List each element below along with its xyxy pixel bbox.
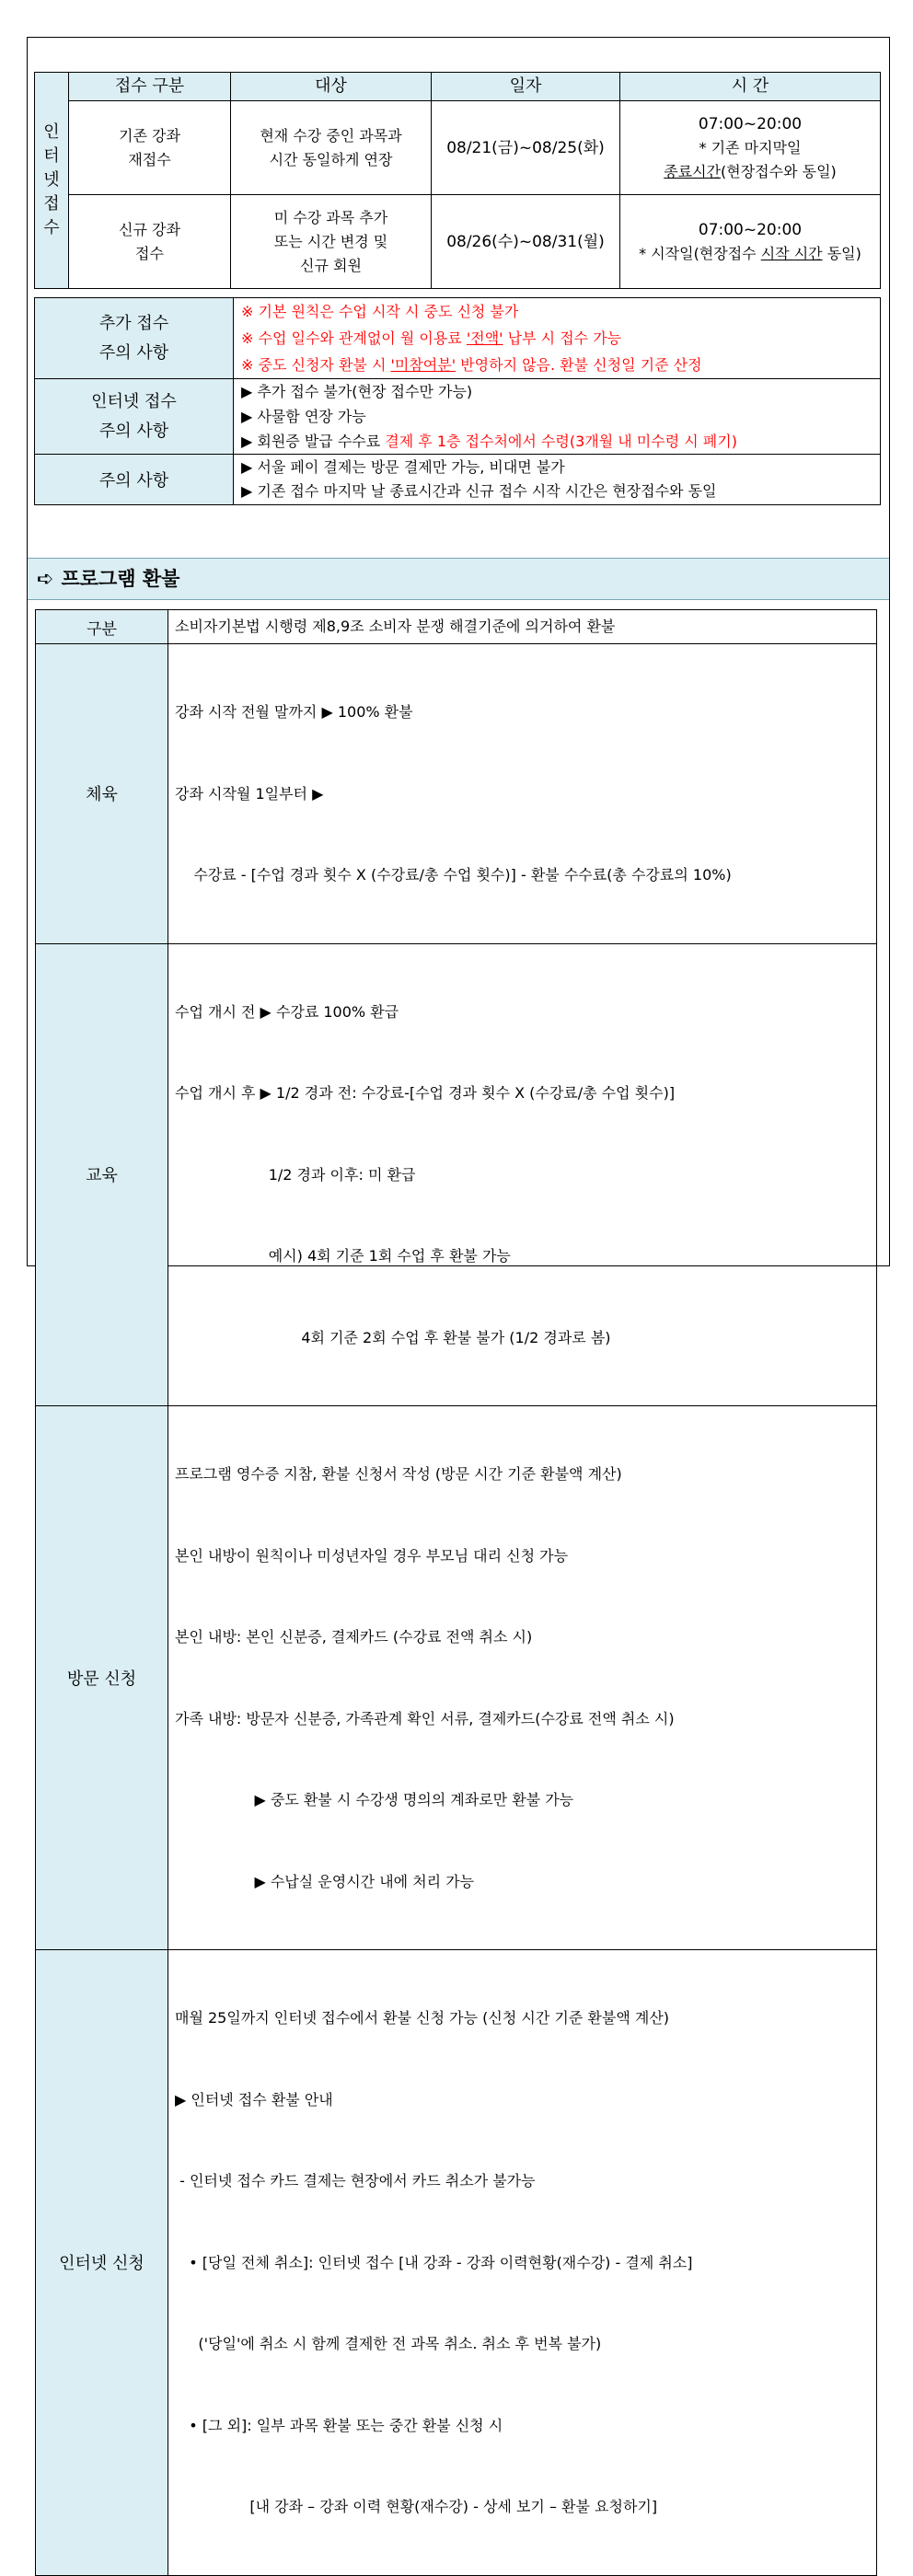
refund-line: 강좌 시작 전월 말까지 ▶ 100% 환불 [175,703,413,721]
refund-header-text: 소비자기본법 시행령 제8,9조 소비자 분쟁 해결기준에 의거하여 환불 [168,610,877,644]
refund-line: 1/2 경과 이후: 미 환급 [175,1165,416,1184]
internet-notes-content [234,379,881,455]
table-row [36,943,877,1406]
refund-label-visit: 방문 신청 [36,1406,168,1950]
time-note-b: 동일) [822,244,861,262]
row-time [620,195,881,289]
extra-notes-label [35,298,234,379]
label-line: 추가 접수 [98,313,169,333]
type-line: 기존 강좌 [119,126,180,144]
type-line: 재접수 [128,150,171,168]
note-line [241,429,880,454]
side-char: 터 [43,146,60,166]
refund-line: 4회 기준 2회 수업 후 환불 불가 (1/2 경과로 봄) [175,1328,611,1346]
refund-line: 수업 개시 후 ▶ 1/2 경과 전: 수강료-[수업 경과 횟수 X (수강료/총 수업 횟수)] [175,1084,676,1102]
refund-line: 수업 개시 전 ▶ 수강료 100% 환급 [175,1002,399,1021]
row-date: 08/26(수)~08/31(월) [432,195,620,289]
time-note-a: * 시작일(현장접수 [639,244,761,262]
warning-text: 결제 후 1층 접수처에서 수령(3개월 내 미수령 시 폐기) [385,433,737,450]
row-target [231,101,432,195]
time-range: 07:00~20:00 [698,114,803,133]
target-line: 시간 동일하게 연장 [269,150,393,168]
general-notes-content [234,455,881,505]
note-line: ▶ 서울 페이 결제는 방문 결제만 가능, 비대면 불가 [241,458,565,476]
header-type: 접수 구분 [69,73,231,101]
table-row [36,610,877,644]
type-line: 신규 강좌 [119,220,180,238]
section-title: 프로그램 환불 [61,568,180,590]
table-row [35,379,881,455]
note-line: ▶ 추가 접수 불가(현장 접수만 가능) [241,383,473,400]
section-heading [28,558,889,600]
note-text: ※ 수업 일수와 관계없이 월 이용료 [241,329,467,347]
refund-content-education [168,943,877,1406]
row-type [69,101,231,195]
refund-label-education: 교육 [36,943,168,1406]
refund-line: 가족 내방: 방문자 신분증, 가족관계 확인 서류, 결제카드(수강료 전액 취소 시) [175,1709,675,1727]
table-row [35,195,881,289]
internet-registration-side-label [35,73,69,289]
time-range: 07:00~20:00 [698,220,803,239]
note-line: ▶ 사물함 연장 가능 [241,408,366,425]
header-date: 일자 [432,73,620,101]
time-note: * 기존 마지막일 [699,138,802,156]
refund-line: • [그 외]: 일부 과목 환불 또는 중간 환불 신청 시 [175,2416,503,2434]
refund-content-internet [168,1950,877,2576]
refund-line: 예시) 4회 기준 1회 수업 후 환불 가능 [175,1247,511,1265]
notes-table [34,297,881,505]
refund-table [35,609,877,2576]
arrow-icon: ➪ [37,568,54,591]
target-line: 현재 수강 중인 과목과 [260,126,402,144]
note-line: ※ 기본 원칙은 수업 시작 시 중도 신청 불가 [241,303,519,320]
underlined-text: '미참여분' [390,356,456,374]
row-target [231,195,432,289]
refund-line: ('당일'에 취소 시 함께 결제한 전 과목 취소. 취소 후 번복 불가) [175,2335,602,2352]
refund-line: 프로그램 영수증 지참, 환불 신청서 작성 (방문 시간 기준 환불액 계산) [175,1465,622,1483]
refund-line: 매월 25일까지 인터넷 접수에서 환불 신청 가능 (신청 시간 기준 환불액 계산) [175,2009,670,2027]
refund-content-sports [168,644,877,944]
refund-line: 강좌 시작월 1일부터 ▶ [175,784,324,803]
refund-line: ▶ 인터넷 접수 환불 안내 [175,2090,333,2108]
row-time [620,101,881,195]
type-line: 접수 [135,244,164,262]
refund-label-sports: 체육 [36,644,168,944]
note-line: ▶ 기존 접수 마지막 날 종료시간과 신규 접수 시작 시간은 현장접수와 동일 [241,482,717,500]
internet-notes-label [35,379,234,455]
label-line: 주의 사항 [98,342,169,363]
refund-line: [내 강좌 – 강좌 이력 현황(재수강) - 상세 보기 – 환불 요청하기] [175,2498,658,2515]
refund-line: 본인 내방: 본인 신분증, 결제카드 (수강료 전액 취소 시) [175,1628,533,1646]
header-target: 대상 [231,73,432,101]
target-line: 또는 시간 변경 및 [273,232,388,250]
refund-line: - 인터넷 접수 카드 결제는 현장에서 카드 취소가 불가능 [175,2172,536,2189]
refund-header-label: 구분 [36,610,168,644]
underlined-text: '전액' [466,329,503,347]
time-note [620,242,880,266]
row-type [69,195,231,289]
side-char: 인 [43,122,60,142]
time-note [620,160,880,184]
note-line [241,352,880,378]
table-row [35,101,881,195]
extra-notes-content [234,298,881,379]
table-row [36,644,877,944]
side-char: 수 [43,218,60,237]
refund-line: 수강료 - [수업 경과 횟수 X (수강료/총 수업 횟수)] - 환불 수수료(총 수강료의 10%) [175,866,732,884]
refund-content-visit [168,1406,877,1950]
header-time: 시 간 [620,73,881,101]
table-row [35,455,881,505]
side-char: 접 [43,194,60,214]
refund-line: • [당일 전체 취소]: 인터넷 접수 [내 강좌 - 강좌 이력현황(재수강) - 결제 취소] [175,2253,693,2271]
refund-line: ▶ 중도 환불 시 수강생 명의의 계좌로만 환불 가능 [175,1791,574,1808]
target-line: 미 수강 과목 추가 [273,208,388,226]
note-text: 납부 시 접수 가능 [503,329,622,347]
refund-line: ▶ 수납실 운영시간 내에 처리 가능 [175,1872,475,1890]
table-row [36,1406,877,1950]
refund-label-internet: 인터넷 신청 [36,1950,168,2576]
time-note-rest: (현장접수와 동일) [721,162,837,180]
underlined-text: 종료시간 [664,162,722,180]
side-char: 넷 [43,170,60,190]
note-text: 반영하지 않음. 환불 신청일 기준 산정 [456,356,702,374]
internet-registration-table [34,72,881,289]
note-text: ※ 중도 신청자 환불 시 [241,356,391,374]
row-date: 08/21(금)~08/25(화) [432,101,620,195]
table-row [36,1950,877,2576]
table-row [35,298,881,379]
label-line: 주의 사항 [98,421,169,441]
label-line: 인터넷 접수 [91,391,177,411]
general-notes-label: 주의 사항 [35,455,234,505]
refund-line: 본인 내방이 원칙이나 미성년자일 경우 부모님 대리 신청 가능 [175,1546,569,1565]
note-line [241,325,880,352]
target-line: 신규 회원 [300,256,362,274]
note-text: ▶ 회원증 발급 수수료 [241,433,386,450]
underlined-text: 시작 시간 [760,244,823,262]
